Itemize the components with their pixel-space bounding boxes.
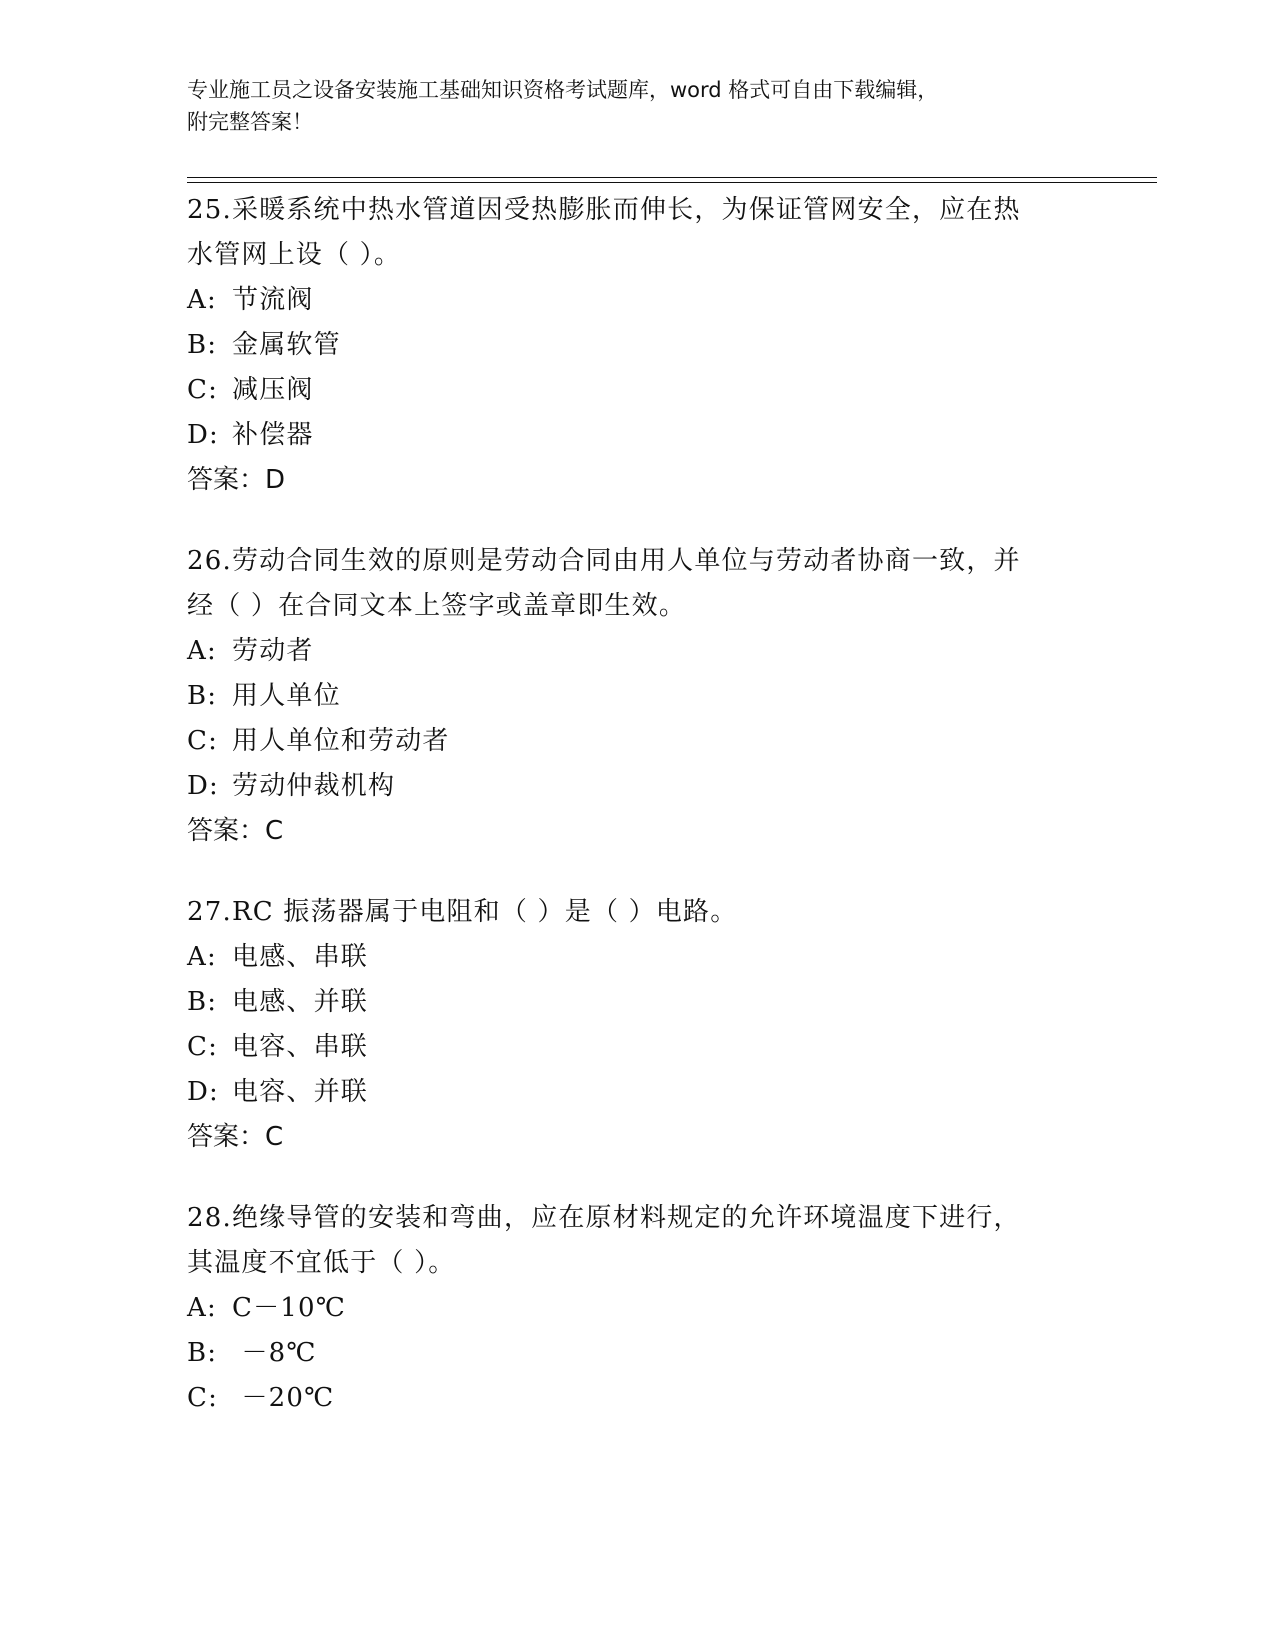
option-letter: B: (187, 330, 218, 360)
question-25 (187, 188, 1087, 503)
option-b (187, 1331, 1087, 1376)
option-text: 劳动仲裁机构 (232, 771, 396, 801)
option-d (187, 1070, 1087, 1115)
answer-line: 答案：D (187, 465, 286, 495)
question-stem-line: 25.采暖系统中热水管道因受热膨胀而伸长，为保证管网安全，应在热 (187, 195, 1021, 225)
option-letter: D: (187, 1077, 220, 1107)
option-letter: C: (187, 1032, 219, 1062)
option-b (187, 323, 1087, 368)
option-text: 补偿器 (232, 420, 314, 450)
option-d (187, 764, 1087, 809)
header-divider-top (187, 177, 1157, 178)
option-text: 电感、并联 (232, 987, 369, 1017)
option-a (187, 629, 1087, 674)
question-stem-line: 28.绝缘导管的安装和弯曲，应在原材料规定的允许环境温度下进行， (187, 1203, 1021, 1233)
question-stem-line: 其温度不宜低于（ ）。 (187, 1248, 456, 1278)
option-b (187, 674, 1087, 719)
option-a (187, 935, 1087, 980)
option-letter: D: (187, 771, 220, 801)
question-26 (187, 539, 1087, 854)
option-text: －8℃ (232, 1338, 317, 1368)
option-text: 减压阀 (232, 375, 314, 405)
header-divider-bottom (187, 182, 1157, 183)
answer-line: 答案：C (187, 1122, 284, 1152)
option-letter: A: (187, 636, 217, 666)
question-stem-line: 经（ ）在合同文本上签字或盖章即生效。 (187, 591, 687, 621)
option-text: －20℃ (232, 1383, 335, 1413)
option-text: 电容、并联 (232, 1077, 369, 1107)
option-letter: A: (187, 285, 217, 315)
question-stem-line: 水管网上设（ ）。 (187, 240, 402, 270)
question-28 (187, 1196, 1087, 1421)
option-text: C－10℃ (232, 1293, 347, 1323)
header-line-2: 附完整答案！ (187, 110, 313, 134)
option-letter: B: (187, 987, 218, 1017)
option-c (187, 719, 1087, 764)
option-c (187, 1025, 1087, 1070)
answer-line: 答案：C (187, 816, 284, 846)
question-27 (187, 890, 1087, 1160)
option-letter: B: (187, 1338, 218, 1368)
option-text: 金属软管 (232, 330, 341, 360)
option-letter: A: (187, 1293, 217, 1323)
option-text: 用人单位 (232, 681, 341, 711)
option-text: 节流阀 (232, 285, 314, 315)
option-letter: C: (187, 726, 219, 756)
option-c (187, 1376, 1087, 1421)
option-c (187, 368, 1087, 413)
option-a (187, 1286, 1087, 1331)
question-list (187, 188, 1087, 1457)
option-b (187, 980, 1087, 1025)
option-letter: C: (187, 375, 219, 405)
option-letter: D: (187, 420, 220, 450)
option-letter: B: (187, 681, 218, 711)
option-a (187, 278, 1087, 323)
option-text: 电容、串联 (232, 1032, 369, 1062)
option-text: 劳动者 (232, 636, 314, 666)
option-letter: C: (187, 1383, 219, 1413)
question-stem-line: 27.RC 振荡器属于电阻和（ ）是（ ）电路。 (187, 897, 738, 927)
header-line-1: 专业施工员之设备安装施工基础知识资格考试题库，word 格式可自由下载编辑， (187, 78, 939, 102)
option-text: 用人单位和劳动者 (232, 726, 450, 756)
option-d (187, 413, 1087, 458)
option-text: 电感、串联 (232, 942, 369, 972)
option-letter: A: (187, 942, 217, 972)
question-stem-line: 26.劳动合同生效的原则是劳动合同由用人单位与劳动者协商一致，并 (187, 546, 1021, 576)
document-header (187, 74, 1087, 138)
